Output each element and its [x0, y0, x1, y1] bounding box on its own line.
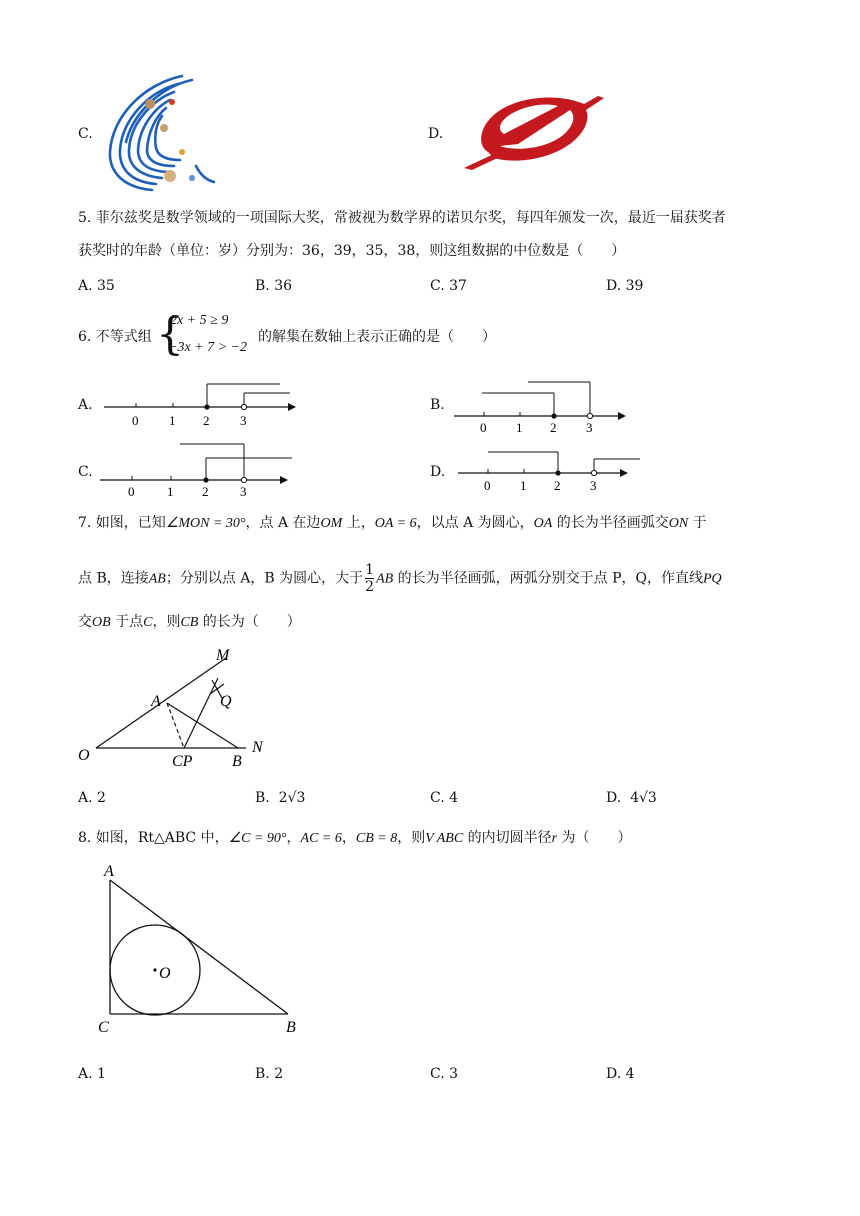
q7-text-line2: 点 B，连接AB；分别以点 A，B 为圆心，大于 $\frac{1}{2}$ AB 的长为半径画弧，两弧分别交于点 P，Q，作直线PQ: [78, 562, 722, 595]
label-b: B: [286, 1019, 296, 1036]
svg-text:0: 0: [480, 420, 487, 434]
q7-text-line1: 7. 如图，已知∠MON = 30°，点 A 在边OM 上，OA = 6，以点 A 为圆心，OA 的长为半径画弧交ON 于: [78, 515, 707, 531]
label-cp: CP: [172, 753, 193, 770]
svg-text:3: 3: [590, 478, 597, 493]
q7-option-b: B. 2√3: [255, 790, 306, 806]
svg-text:3: 3: [240, 484, 247, 498]
label-b: B: [232, 753, 242, 770]
tick-label-0: 0: [132, 413, 139, 428]
q7-text-line3: 交OB 于点C，则CB 的长为（ ）: [78, 614, 301, 630]
label-m: M: [216, 647, 230, 664]
q5-option-a: A. 35: [78, 278, 115, 294]
center-point-o: [153, 968, 156, 971]
q5-text-line1: 5. 菲尔兹奖是数学领域的一项国际大奖，常被视为数学界的诺贝尔奖，每四年颁发一次，最近一届获奖者: [78, 210, 726, 226]
q6-numberline-b: [450, 378, 632, 434]
q7-option-d-value: 4√3: [630, 790, 657, 806]
svg-text:1: 1: [516, 420, 523, 434]
planet-icon: [164, 170, 176, 182]
q7-option-c: C. 4: [430, 790, 459, 806]
q5-option-b: B. 36: [255, 278, 293, 294]
q8-figure: [90, 860, 320, 1040]
label-a: A: [151, 693, 161, 710]
q6-suffix: 的解集在数轴上表示正确的是（ ）: [258, 329, 496, 345]
svg-text:3: 3: [586, 420, 593, 434]
q5-option-d: D. 39: [606, 278, 644, 294]
q6-option-a-label: A.: [78, 397, 93, 413]
label-a: A: [104, 863, 114, 880]
tick-label-1: 1: [169, 413, 176, 428]
q7-option-b-value: 2√3: [278, 790, 306, 806]
option-d-logo: [458, 88, 604, 172]
planet-icon: [179, 149, 185, 155]
q6-option-d-label: D.: [430, 464, 446, 480]
q8-text: 8. 如图，Rt△ABC 中，∠C = 90°，AC = 6，CB = 8，则V ABC 的内切圆半径r 为（ ）: [78, 830, 632, 846]
tick-label-2: 2: [203, 413, 210, 428]
q8-option-c: C. 3: [430, 1066, 459, 1082]
svg-text:1: 1: [520, 478, 527, 493]
svg-text:2: 2: [202, 484, 209, 498]
svg-text:0: 0: [484, 478, 491, 493]
planet-icon: [189, 175, 195, 181]
q6-option-b-label: B.: [430, 397, 445, 413]
planet-icon: [160, 124, 168, 132]
svg-text:0: 0: [128, 484, 135, 498]
q6-inequality-2: −3x + 7 > −2: [168, 340, 248, 355]
q8-option-a: A. 1: [78, 1066, 106, 1082]
tick-label-3: 3: [240, 413, 247, 428]
q6-numberline-c: [96, 440, 296, 498]
q8-option-b: B. 2: [255, 1066, 284, 1082]
label-n: N: [252, 739, 263, 756]
q8-option-d: D. 4: [606, 1066, 635, 1082]
option-c-logo: [104, 70, 224, 195]
label-o: O: [78, 747, 90, 764]
svg-text:2: 2: [550, 420, 557, 434]
q7-option-a: A. 2: [78, 790, 106, 806]
q5-option-c: C. 37: [430, 278, 467, 294]
q7-option-d: D. 4√3: [606, 790, 657, 806]
q6-numberline-d: [454, 446, 644, 496]
label-q: Q: [220, 693, 232, 710]
planet-icon: [169, 99, 175, 105]
brace-icon: {: [156, 309, 184, 360]
q6-prefix: 6. 不等式组: [78, 329, 152, 345]
q6-inequality-1: 2x + 5 ≥ 9: [170, 313, 229, 328]
label-c: C: [98, 1019, 109, 1036]
fraction-one-half: $\frac{1}{2}$: [365, 562, 375, 595]
planet-icon: [145, 99, 155, 109]
option-d-label: D.: [428, 126, 444, 142]
label-o: O: [159, 965, 171, 982]
option-c-label: C.: [78, 126, 93, 142]
svg-text:1: 1: [167, 484, 174, 498]
svg-text:2: 2: [554, 478, 561, 493]
q7-figure: [74, 642, 274, 772]
q6-numberline-a: [100, 380, 300, 430]
q5-text-line2: 获奖时的年龄（单位：岁）分别为：36，39，35，38，则这组数据的中位数是（ ）: [78, 243, 626, 259]
q6-option-c-label: C.: [78, 464, 93, 480]
